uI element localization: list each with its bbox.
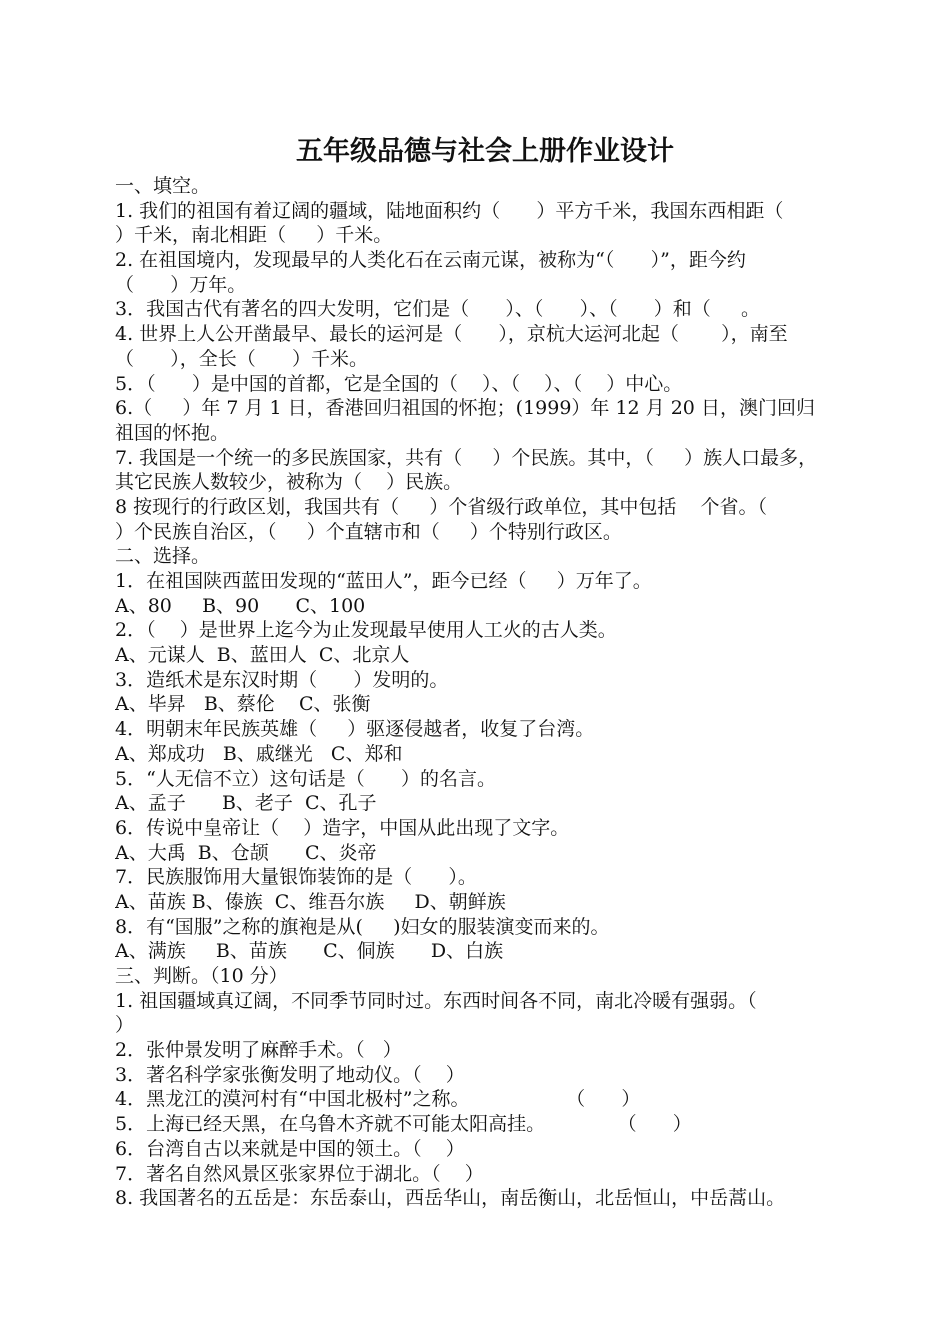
text-line: 6．台湾自古以来就是中国的领土。（ ） [115, 1137, 465, 1160]
text-line: 1. 祖国疆域真辽阔，不同季节同时过。东西时间各不同，南北冷暖有强弱。（ [115, 989, 757, 1012]
text-line: 7．民族服饰用大量银饰装饰的是（ ）。 [115, 866, 477, 889]
text-line: ）个民族自治区，（ ）个直辖市和（ ）个特别行政区。 [115, 520, 622, 543]
text-line: ）千米，南北相距（ ）千米。 [115, 224, 393, 247]
text-line: 2. 在祖国境内，发现最早的人类化石在云南元谋，被称为“（ ）”，距今约 [115, 249, 746, 272]
text-line: 4．黑龙江的漠河村有“中国北极村”之称。 （ ） [115, 1088, 641, 1111]
text-line: A、满族 B、苗族 C、侗族 D、白族 [115, 940, 504, 963]
text-line: A、孟子 B、老子 C、孔子 [115, 792, 377, 815]
text-line: A、毕昇 B、蔡伦 C、张衡 [115, 693, 371, 716]
text-line: 二、选择。 [115, 545, 211, 568]
text-line: A、苗族 B、傣族 C、维吾尔族 D、朝鲜族 [115, 890, 506, 913]
text-line: 三、判断。（10 分） [115, 965, 288, 987]
text-line: 1．在祖国陕西蓝田发现的“蓝田人”，距今已经（ ）万年了。 [115, 570, 652, 592]
text-line: 3．造纸术是东汉时期（ ）发明的。 [115, 668, 449, 691]
text-line: A、大禹 B、仓颉 C、炎帝 [115, 841, 377, 864]
text-line: 4. 世界上人公开凿最早、最长的运河是（ ），京杭大运河北起（ ），南至 [115, 323, 788, 346]
text-line: 6.（ ）年 7 月 1 日，香港回归祖国的怀抱；(1999）年 12 月 20 日，澳门回归 [115, 397, 815, 420]
text-line: A、郑成功 B、戚继光 C、郑和 [115, 742, 403, 765]
text-line: 7. 我国是一个统一的多民族国家，共有（ ）个民族。其中，（ ）族人口最多， [115, 446, 818, 469]
text-line: 4．明朝末年民族英雄（ ）驱逐侵越者，收复了台湾。 [115, 718, 595, 741]
text-line: ） [115, 1014, 135, 1037]
text-line: 1. 我们的祖国有着辽阔的疆域，陆地面积约（ ）平方千米，我国东西相距（ [115, 199, 784, 222]
text-line: 5．（ ）是中国的首都，它是全国的（ ）、（ ）、（ ）中心。 [115, 372, 683, 395]
text-line: 2．（ ）是世界上迄今为止发现最早使用人工火的古人类。 [115, 619, 617, 642]
text-line: 8 按现行的行政区划，我国共有（ ）个省级行政单位，其中包括 个省。（ [115, 495, 767, 518]
text-line: （ ）万年。 [115, 273, 247, 296]
document-page [115, 132, 855, 1211]
text-line: 3．我国古代有著名的四大发明，它们是（ ）、（ ）、（ ）和（ 。 [115, 298, 760, 321]
text-line: 6．传说中皇帝让（ ）造字，中国从此出现了文字。 [115, 816, 570, 839]
text-line: 5．“人无信不立）这句话是（ ）的名言。 [115, 767, 497, 790]
text-line: 祖国的怀抱。 [115, 421, 230, 444]
text-line: A、元谋人 B、蓝田人 C、北京人 [115, 644, 410, 667]
text-line: 其它民族人数较少，被称为（ ）民族。 [115, 471, 463, 494]
text-line: 2．张仲景发明了麻醉手术。（ ） [115, 1039, 402, 1062]
document-title: 五年级品德与社会上册作业设计 [296, 136, 674, 167]
text-line: A、80 B、90 C、100 [115, 594, 366, 617]
document-body [115, 174, 855, 1211]
text-line: （ ），全长（ ）千米。 [115, 347, 368, 370]
text-line: 7．著名自然风景区张家界位于湖北。（ ） [115, 1162, 484, 1185]
text-line: 3．著名科学家张衡发明了地动仪。（ ） [115, 1063, 465, 1086]
text-line: 一、填空。 [115, 175, 211, 197]
text-line: 8．有“国服”之称的旗袍是从( )妇女的服装演变而来的。 [115, 915, 610, 938]
text-line: 5．上海已经天黑，在乌鲁木齐就不可能太阳高挂。 （ ） [115, 1113, 692, 1136]
text-line: 8. 我国著名的五岳是：东岳泰山，西岳华山，南岳衡山，北岳恒山，中岳蒿山。 [115, 1187, 786, 1210]
